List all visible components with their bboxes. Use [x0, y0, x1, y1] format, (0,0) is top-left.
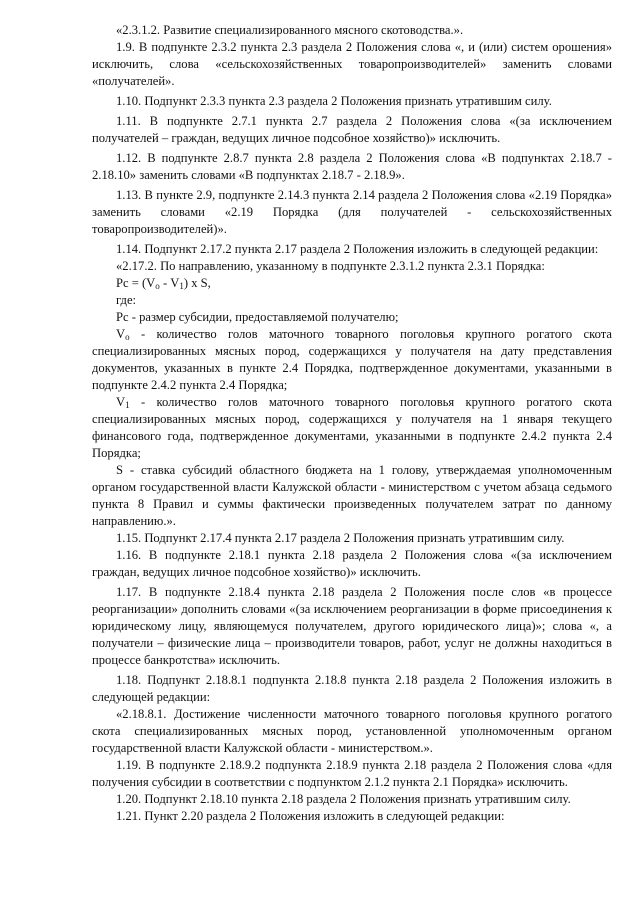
paragraph-1-11: 1.11. В подпункте 2.7.1 пункта 2.7 раздела 2 Положения слова «(за исключением получателей – граждан, ведущих личное подсобное хозяйство)» исключить. [92, 114, 612, 145]
v1-definition-text: - количество голов маточного товарного поголовья крупного рогатого скота специализированных мясных пород, содержащихся у получателя на 1 января текущего финансового года, подтвержденное документами, указанными в подпункте 2.4.2 пункта 2.4 Порядка; [92, 395, 612, 460]
formula-lhs: Рс = (V [116, 276, 156, 290]
formula-sub-o: о [155, 281, 160, 291]
definition-v1 [92, 394, 612, 462]
paragraph-2-3-1-2: «2.3.1.2. Развитие специализированного мясного скотоводства.». [116, 23, 464, 37]
paragraph-1-16: 1.16. В подпункте 2.18.1 пункта 2.18 раздела 2 Положения слова «(за исключением граждан, ведущих личное подсобное хозяйство)» исключить. [92, 548, 612, 579]
v0-subscript: о [125, 332, 130, 342]
paragraph-1-17: 1.17. В подпункте 2.18.4 пункта 2.18 раздела 2 Положения после слов «в процессе реорганизации» дополнить словами «(за исключением реорганизации в форме присоединения к юридическому лицу, являющемуся получателем, другого юридического лица)»; слова «, а получатели – физические лица – производители товаров, работ, услуг не должны находиться в процессе банкротства» исключить. [92, 585, 612, 667]
paragraph-1-15: 1.15. Подпункт 2.17.4 пункта 2.17 раздела 2 Положения признать утратившим силу. [116, 531, 565, 545]
v0-symbol: V [116, 327, 126, 341]
paragraph-1-14: 1.14. Подпункт 2.17.2 пункта 2.17 раздела 2 Положения изложить в следующей редакции: [116, 242, 599, 256]
definition-s: S - ставка субсидий областного бюджета на 1 голову, утверждаемая уполномоченным органом государственной власти Калужской области - министерством с учетом абзаца седьмого пункта 8 Правил и суммы фактически произведенных получателем затрат по данному направлению.». [92, 463, 612, 528]
formula-sub-1: 1 [179, 281, 184, 291]
formula-rhs: ) x S, [183, 276, 211, 290]
paragraph-1-9: 1.9. В подпункте 2.3.2 пункта 2.3 раздела 2 Положения слова «, и (или) систем орошения» исключить, слова «сельскохозяйственных товаропроизводителей» заменить словами «получателей». [92, 40, 612, 88]
formula [92, 275, 612, 292]
paragraph-1-18: 1.18. Подпункт 2.18.8.1 подпункта 2.18.8 пункта 2.18 раздела 2 Положения изложить в следующей редакции: [92, 673, 612, 704]
definition-v0 [92, 326, 612, 394]
where-label: где: [116, 293, 137, 307]
paragraph-1-13: 1.13. В пункте 2.9, подпункте 2.14.3 пункта 2.14 раздела 2 Положения слова «2.19 Порядка» заменить словами «2.19 Порядка (для получателей - сельскохозяйственных товаропроизводителей)». [92, 188, 612, 236]
paragraph-2-18-8-1: «2.18.8.1. Достижение численности маточного товарного поголовья крупного рогатого скота специализированных мясных пород, установленной уполномоченным органом государственной власти Калужской области - министерством.». [92, 707, 612, 755]
v0-definition-text: - количество голов маточного товарного поголовья крупного рогатого скота специализированных мясных пород, содержащихся у получателя на дату представления документов, указанных в пункте 2.4 Порядка, подтвержденное документами, указанными в подпункте 2.4.2 пункта 2.4 Порядка; [92, 327, 612, 392]
formula-block [92, 258, 612, 530]
definition-pc: Рс - размер субсидии, предоставляемой получателю; [116, 310, 399, 324]
formula-mid: - V [159, 276, 180, 290]
v1-symbol: V [116, 395, 126, 409]
paragraph-1-10: 1.10. Подпункт 2.3.3 пункта 2.3 раздела 2 Положения признать утратившим силу. [116, 94, 552, 108]
paragraph-1-19: 1.19. В подпункте 2.18.9.2 подпункта 2.18.9 пункта 2.18 раздела 2 Положения слова «для получения субсидии в соответствии с подпунктом 2.1.2 пункта 2.1 Порядка» исключить. [92, 758, 612, 789]
v1-subscript: 1 [125, 400, 130, 410]
paragraph-1-21: 1.21. Пункт 2.20 раздела 2 Положения изложить в следующей редакции: [116, 809, 505, 823]
paragraph-1-20: 1.20. Подпункт 2.18.10 пункта 2.18 раздела 2 Положения признать утратившим силу. [116, 792, 571, 806]
paragraph-1-12: 1.12. В подпункте 2.8.7 пункта 2.8 раздела 2 Положения слова «В подпунктах 2.18.7 - 2.18.10» заменить словами «В подпунктах 2.18.7 - 2.18.9». [92, 151, 612, 182]
formula-heading: «2.17.2. По направлению, указанному в подпункте 2.3.1.2 пункта 2.3.1 Порядка: [116, 259, 545, 273]
